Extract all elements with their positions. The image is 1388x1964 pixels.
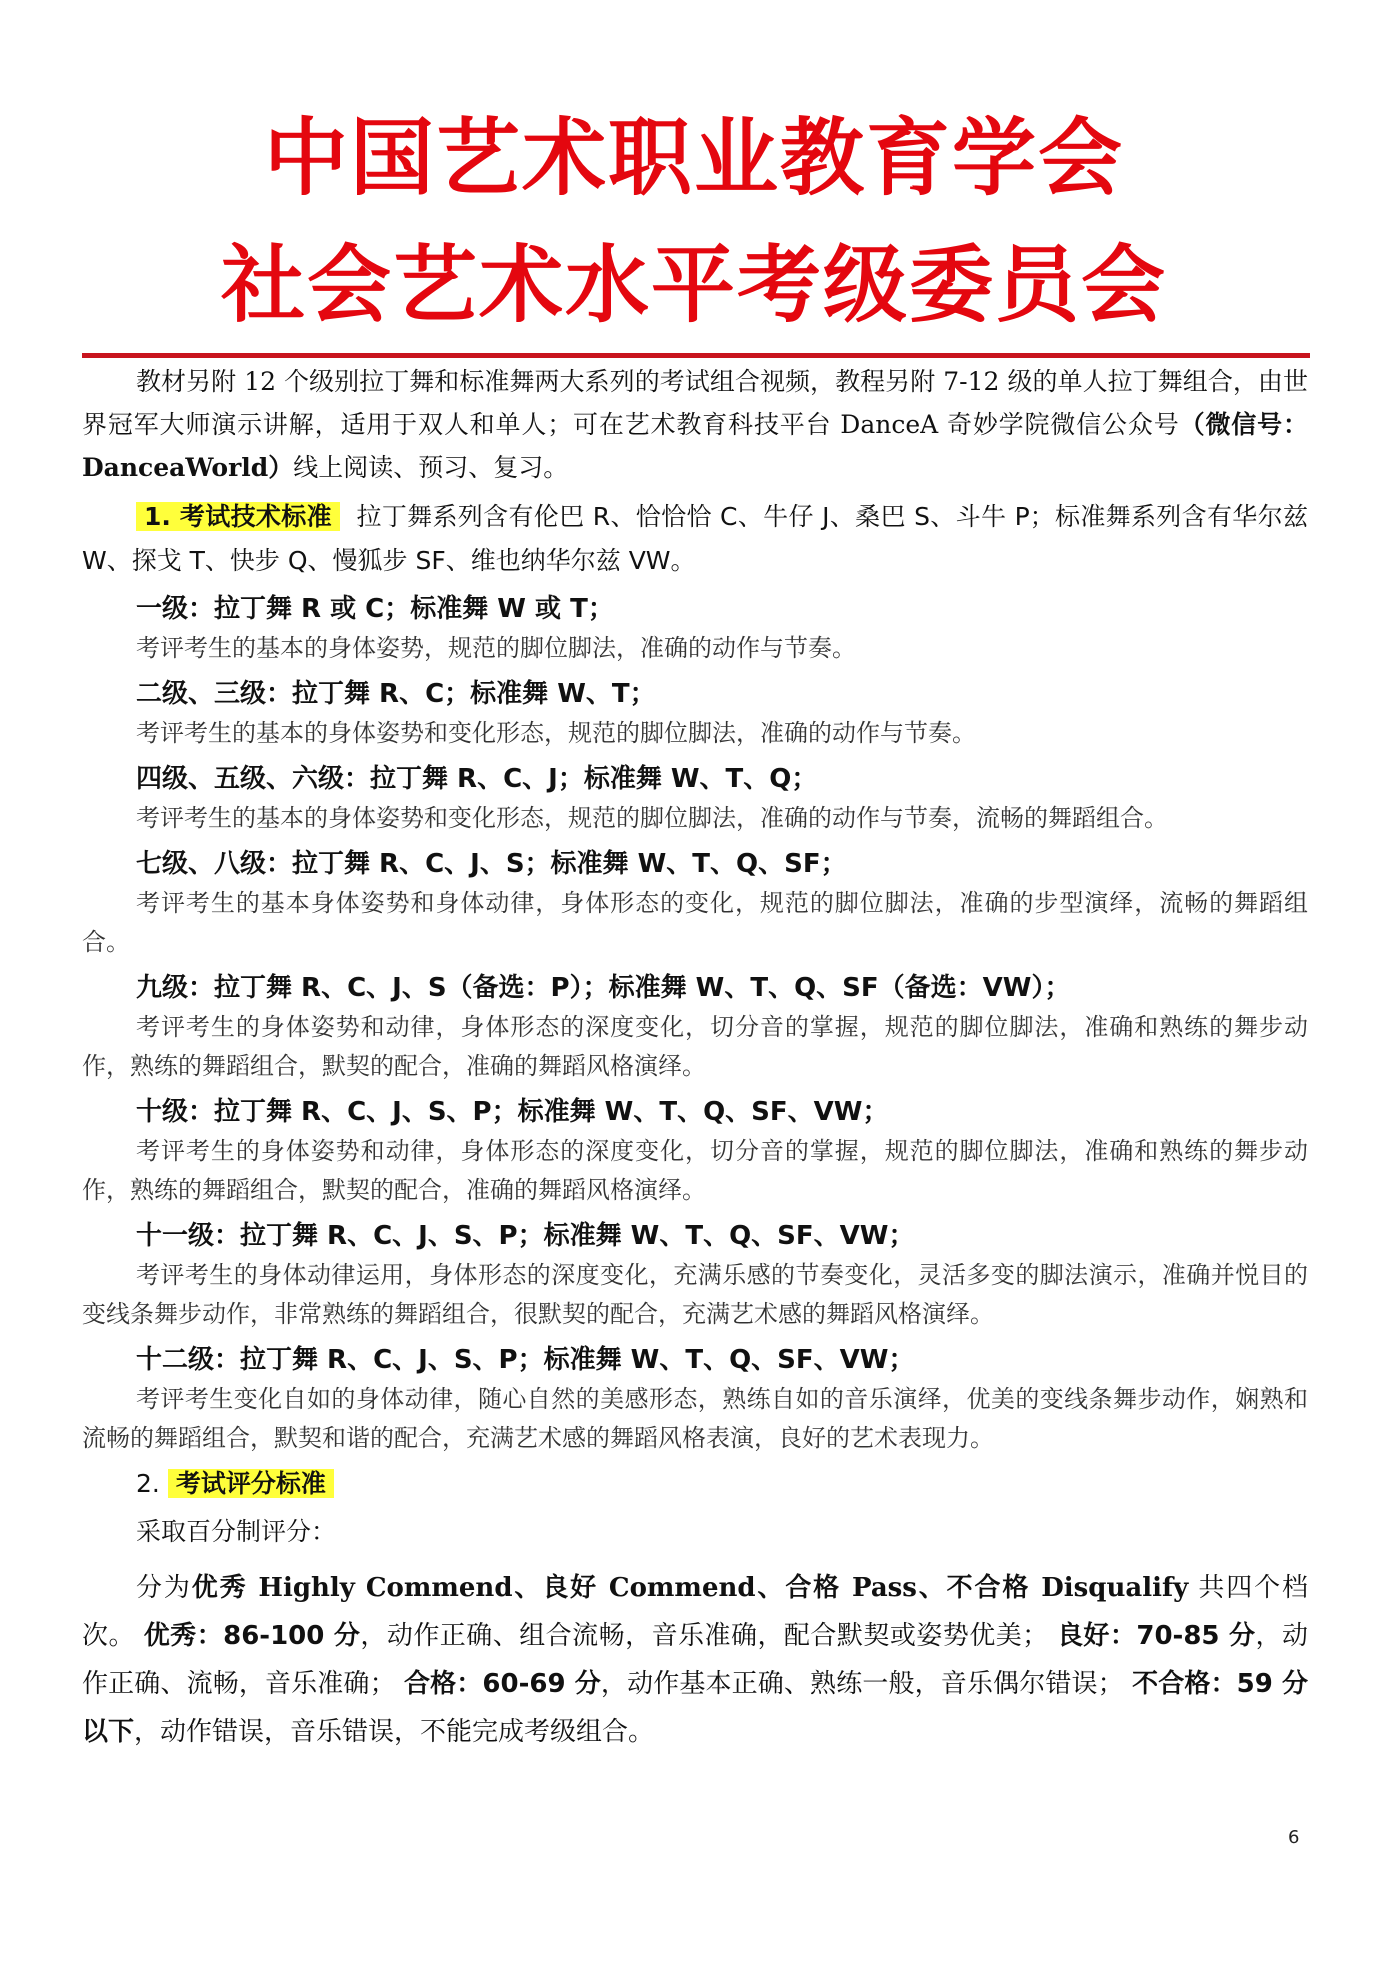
level-desc: 考评考生变化自如的身体动律，随心自然的美感形态，熟练自如的音乐演绎，优美的变线条舞步动作，娴熟和流畅的舞蹈组合，默契和谐的配合，充满艺术感的舞蹈风格表演，良好的艺术表现力。 bbox=[82, 1385, 1308, 1452]
grade-excellent: 优秀 bbox=[191, 1573, 248, 1603]
section2-heading-line bbox=[82, 1462, 1308, 1506]
level-desc: 考评考生的基本的身体姿势和变化形态，规范的脚位脚法，准确的动作与节奏。 bbox=[136, 719, 976, 747]
intro-paragraph bbox=[82, 360, 1308, 489]
grade-fail-en: Disqualify bbox=[1030, 1573, 1189, 1603]
scoring-method: 采取百分制评分： bbox=[136, 1517, 337, 1546]
level-desc: 考评考生的基本的身体姿势，规范的脚位脚法，准确的动作与节奏。 bbox=[136, 634, 856, 662]
intro-wechat-id: （微信号：DanceaWorld） bbox=[82, 410, 1308, 482]
pass-text: ，动作基本正确、熟练一般，音乐偶尔错误； bbox=[600, 1669, 1124, 1699]
level-title: 十一级：拉丁舞 R、C、J、S、P；标准舞 W、T、Q、SF、VW； bbox=[136, 1221, 915, 1251]
level-title: 二级、三级：拉丁舞 R、C；标准舞 W、T； bbox=[136, 679, 656, 709]
level-title: 十级：拉丁舞 R、C、J、S、P；标准舞 W、T、Q、SF、VW； bbox=[136, 1097, 889, 1127]
title-line-1: 中国艺术职业教育学会 bbox=[263, 109, 1124, 207]
intro-text: 教材另附 12 个级别拉丁舞和标准舞两大系列的考试组合视频，教程另附 7-12 级的单人拉丁舞组合，由世界冠军大师演示讲解，适用于双人和单人；可在艺术教育科技平台 DanceA 奇妙学院微信公众号 bbox=[82, 367, 1308, 439]
level-title: 十二级：拉丁舞 R、C、J、S、P；标准舞 W、T、Q、SF、VW； bbox=[136, 1345, 915, 1375]
title-line-2: 社会艺术水平考级委员会 bbox=[220, 236, 1167, 334]
section1-text: 拉丁舞系列含有伦巴 R、恰恰恰 C、牛仔 J、桑巴 S、斗牛 P；标准舞系列含有华尔兹 W、探戈 T、快步 Q、慢狐步 SF、维也纳华尔兹 VW。 bbox=[82, 502, 1308, 575]
level-title: 四级、五级、六级：拉丁舞 R、C、J；标准舞 W、T、Q； bbox=[136, 764, 818, 794]
grade-good-en: Commend、 bbox=[597, 1573, 786, 1603]
fail-range: 不合格：59 分以下 bbox=[82, 1669, 1309, 1747]
grade-pass-en: Pass、 bbox=[841, 1573, 947, 1603]
grade-excellent-en: Highly Commend、 bbox=[247, 1573, 543, 1603]
grade-suffix: 共四个档次。 bbox=[82, 1573, 1308, 1651]
section2-number: 2. bbox=[136, 1469, 160, 1498]
body-content bbox=[82, 360, 1308, 1756]
level-desc: 考评考生的基本的身体姿势和变化形态，规范的脚位脚法，准确的动作与节奏，流畅的舞蹈组合。 bbox=[136, 804, 1168, 832]
page-number: 6 bbox=[1288, 1827, 1300, 1848]
good-text: ，动作正确、流畅，音乐准确； bbox=[82, 1621, 1308, 1699]
level-desc: 考评考生的身体动律运用，身体形态的深度变化，充满乐感的节奏变化，灵活多变的脚法演示，准确并悦目的变线条舞步动作，非常熟练的舞蹈组合，很默契的配合，充满艺术感的舞蹈风格演绎。 bbox=[82, 1261, 1308, 1328]
excellent-text: ，动作正确、组合流畅，音乐准确，配合默契或姿势优美； bbox=[360, 1621, 1049, 1651]
level-title: 九级：拉丁舞 R、C、J、S（备选：P）；标准舞 W、T、Q、SF（备选：VW）； bbox=[136, 973, 1071, 1003]
excellent-range: 优秀：86-100 分 bbox=[143, 1621, 361, 1651]
fail-text: ，动作错误，音乐错误，不能完成考级组合。 bbox=[134, 1717, 655, 1747]
level-desc: 考评考生的身体姿势和动律，身体形态的深度变化，切分音的掌握，规范的脚位脚法，准确和熟练的舞步动作，熟练的舞蹈组合，默契的配合，准确的舞蹈风格演绎。 bbox=[82, 1013, 1308, 1080]
grading-paragraph bbox=[82, 1564, 1308, 1756]
level-desc: 考评考生的身体姿势和动律，身体形态的深度变化，切分音的掌握，规范的脚位脚法，准确和熟练的舞步动作，熟练的舞蹈组合，默契的配合，准确的舞蹈风格演绎。 bbox=[82, 1137, 1308, 1204]
grade-pass: 合格 bbox=[785, 1573, 842, 1603]
title-divider bbox=[82, 353, 1310, 358]
grade-prefix: 分为 bbox=[136, 1573, 192, 1603]
grade-good: 良好 bbox=[542, 1573, 598, 1603]
level-title: 一级：拉丁舞 R 或 C；标准舞 W 或 T； bbox=[136, 594, 614, 624]
level-title: 七级、八级：拉丁舞 R、C、J、S；标准舞 W、T、Q、SF； bbox=[136, 849, 847, 879]
grade-fail: 不合格 bbox=[946, 1573, 1031, 1603]
intro-tail: 线上阅读、预习、复习。 bbox=[293, 453, 569, 482]
section1-heading: 1. 考试技术标准 bbox=[136, 502, 340, 531]
section2-heading: 考试评分标准 bbox=[168, 1469, 334, 1498]
pass-range: 合格：60-69 分 bbox=[404, 1669, 601, 1699]
section1-paragraph bbox=[82, 495, 1308, 583]
good-range: 良好：70-85 分 bbox=[1056, 1621, 1256, 1651]
level-desc: 考评考生的基本身体姿势和身体动律，身体形态的变化，规范的脚位脚法，准确的步型演绎，流畅的舞蹈组合。 bbox=[82, 889, 1308, 956]
